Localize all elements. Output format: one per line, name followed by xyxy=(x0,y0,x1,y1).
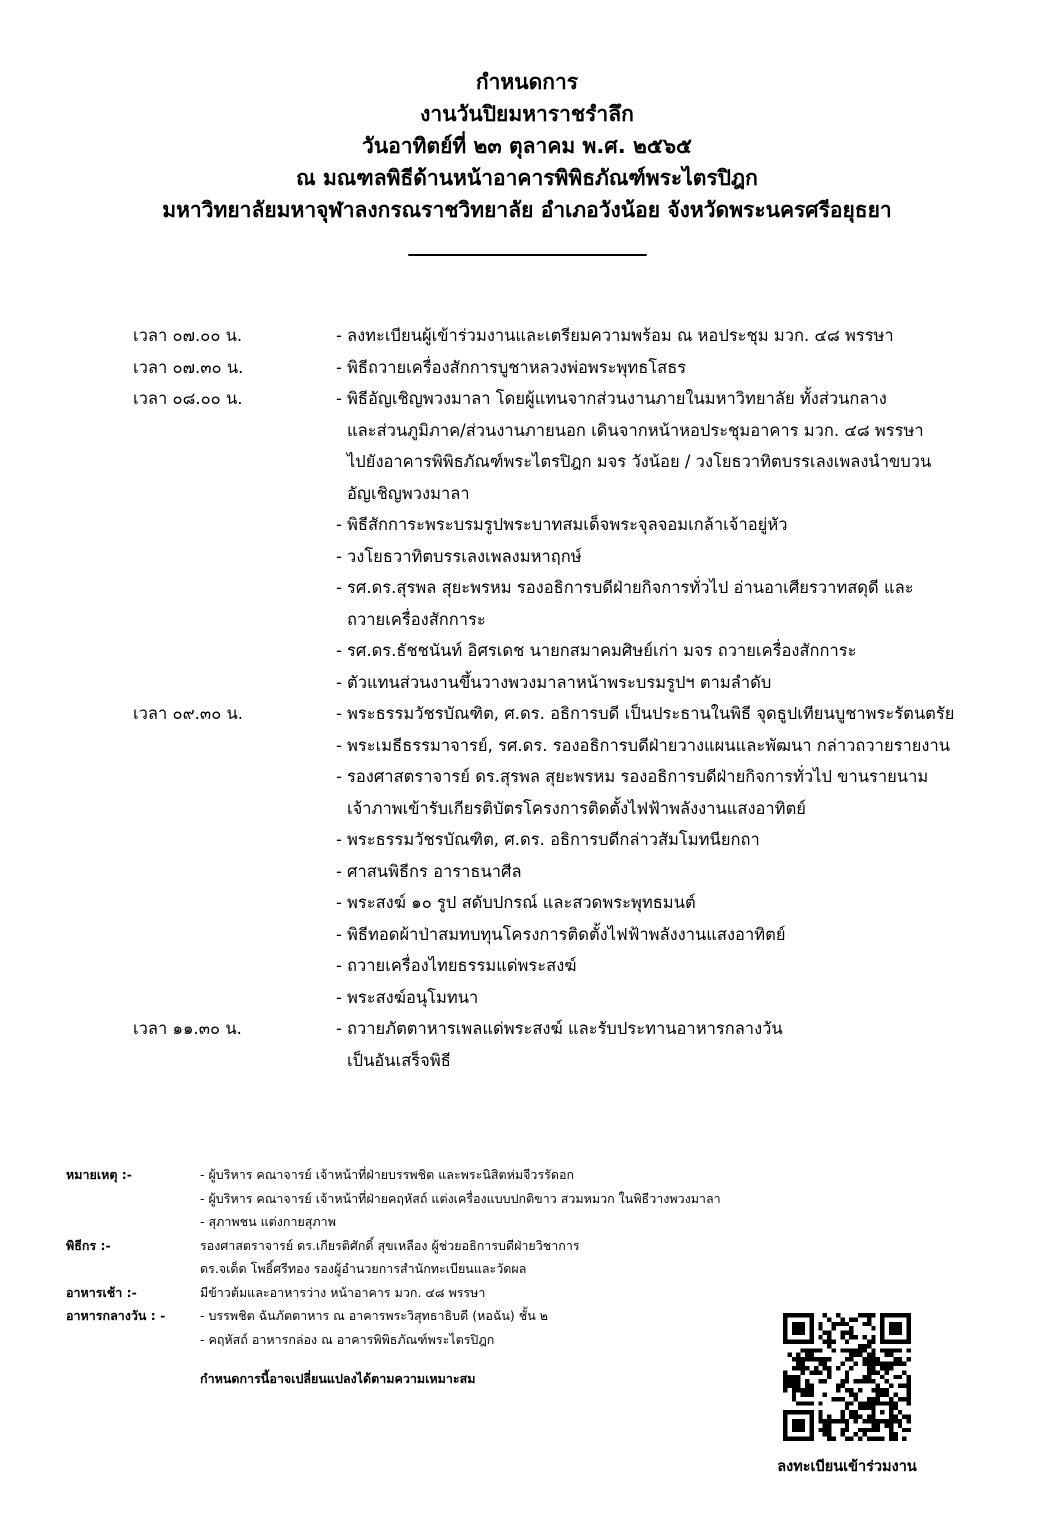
header-divider: _________________________ xyxy=(408,232,646,256)
bullet-dash: - xyxy=(336,357,342,377)
schedule-item-text: พิธีอัญเชิญพวงมาลา โดยผู้แทนจากส่วนงานภายในมหาวิทยาลัย ทั้งส่วนกลาง xyxy=(347,389,887,408)
note-mc-row xyxy=(66,1234,786,1258)
bullet-dash: - xyxy=(336,704,342,723)
schedule-slot xyxy=(133,383,1013,698)
note-remark-row xyxy=(66,1187,786,1211)
bullet-dash: - xyxy=(336,830,342,849)
schedule-item xyxy=(336,950,1013,982)
schedule-item-text: ลงทะเบียนผู้เข้าร่วมงานและเตรียมความพร้อม ณ หอประชุม มวก. ๔๘ พรรษา xyxy=(347,326,894,345)
schedule-time: เวลา ๐๗.๓๐ น. xyxy=(133,357,244,377)
bullet-dash: - xyxy=(336,767,342,786)
schedule-time: เวลา ๐๙.๓๐ น. xyxy=(133,704,244,723)
schedule-slot xyxy=(133,320,1013,352)
bullet-dash: - xyxy=(336,735,342,755)
schedule-time: เวลา ๑๑.๓๐ น. xyxy=(133,1019,242,1038)
header-institution: มหาวิทยาลัยมหาจุฬาลงกรณราชวิทยาลัย อำเภอวังน้อย จังหวัดพระนครศรีอยุธยา xyxy=(162,198,892,222)
bullet-dash: - xyxy=(336,893,342,912)
schedule-item-text: วงโยธวาทิตบรรเลงเพลงมหาฤกษ์ xyxy=(347,546,582,566)
schedule-item-text: รศ.ดร.สุรพล สุยะพรหม รองอธิการบดีฝ่ายกิจการทั่วไป อ่านอาเศียรวาทสดุดี และ xyxy=(347,578,914,597)
bullet-dash: - xyxy=(336,515,342,534)
schedule-item-text: พิธีสักการะพระบรมรูปพระบาทสมเด็จพระจุลจอมเกล้าเจ้าอยู่หัว xyxy=(347,515,788,534)
schedule-item-text: ถวายเครื่องสักการะ xyxy=(347,609,486,629)
schedule-item-text: ถวายภัตตาหารเพลแด่พระสงฆ์ และรับประทานอาหารกลางวัน xyxy=(347,1019,783,1038)
note-lunch-text: - บรรพชิต ฉันภัตตาหาร ณ อาคารพระวิสุทธาธิบดี (หอฉัน) ชั้น ๒ xyxy=(200,1308,548,1323)
schedule-item-text: รศ.ดร.ธัชชนันท์ อิศรเดช นายกสมาคมศิษย์เก่า มจร ถวายเครื่องสักการะ xyxy=(347,641,857,660)
schedule-item xyxy=(336,824,1013,856)
schedule-item-text: เป็นอันเสร็จพิธี xyxy=(347,1050,451,1070)
schedule-item xyxy=(336,698,1013,730)
bullet-dash: - xyxy=(336,326,342,345)
schedule-item-text: ไปยังอาคารพิพิธภัณฑ์พระไตรปิฎก มจร วังน้อย / วงโยธวาทิตบรรเลงเพลงนำขบวน xyxy=(347,452,932,471)
bullet-dash: - xyxy=(336,956,342,975)
schedule-item xyxy=(336,541,1013,573)
schedule-item-text: พระสงฆ์ ๑๐ รูป สดับปกรณ์ และสวดพระพุทธมนต์ xyxy=(347,893,696,912)
registration-qr-code[interactable] xyxy=(783,1313,911,1441)
qr-block xyxy=(772,1305,922,1478)
schedule-item-text: อัญเชิญพวงมาลา xyxy=(347,483,470,503)
schedule-item-text: พระสงฆ์อนุโมทนา xyxy=(347,987,479,1007)
note-remark-text: - ผู้บริหาร คณาจารย์ เจ้าหน้าที่ฝ่ายบรรพชิต และพระนิสิตห่มจีวรรัดอก xyxy=(200,1167,575,1182)
schedule-item xyxy=(336,667,1013,699)
schedule-item xyxy=(336,509,1013,541)
schedule-item xyxy=(336,730,1013,762)
schedule-item-text: เจ้าภาพเข้ารับเกียรติบัตรโครงการติดตั้งไฟฟ้าพลังงานแสงอาทิตย์ xyxy=(347,798,806,818)
bullet-dash: - xyxy=(336,389,342,408)
schedule-item-text: รองศาสตราจารย์ ดร.สุรพล สุยะพรหม รองอธิการบดีฝ่ายกิจการทั่วไป ขานรายนาม xyxy=(347,767,929,786)
schedule-item-text: พระเมธีธรรมาจารย์, รศ.ดร. รองอธิการบดีฝ่ายวางแผนและพัฒนา กล่าวถวายรายงาน xyxy=(347,735,951,755)
schedule-change-notice: กำหนดการนี้อาจเปลี่ยนแปลงได้ตามความเหมาะสม xyxy=(200,1371,476,1386)
bullet-dash: - xyxy=(336,861,342,881)
note-lunch-label: อาหารกลางวัน : - xyxy=(66,1308,166,1323)
header-event-name: งานวันปิยมหาราชรำลึก xyxy=(420,102,634,126)
note-mc-text: ดร.จเด็ด โพธิ์ศรีทอง รองผู้อำนวยการสำนักทะเบียนและวัดผล xyxy=(200,1261,527,1276)
schedule-item-text: พิธีถวายเครื่องสักการบูชาหลวงพ่อพระพุทธโสธร xyxy=(347,357,687,377)
document-header xyxy=(0,66,1054,260)
note-lunch-row xyxy=(66,1304,786,1328)
schedule-item-text: พระธรรมวัชรบัณฑิต, ศ.ดร. อธิการบดี เป็นประธานในพิธี จุดธูปเทียนบูชาพระรัตนตรัย xyxy=(347,704,955,723)
schedule-item-text: และส่วนภูมิภาค/ส่วนงานภายนอก เดินจากหน้าหอประชุมอาคาร มวก. ๔๘ พรรษา xyxy=(347,420,924,440)
header-venue: ณ มณฑลพิธีด้านหน้าอาคารพิพิธภัณฑ์พระไตรปิฎก xyxy=(296,166,758,190)
schedule xyxy=(133,320,1013,1076)
note-remark-text: - ผู้บริหาร คณาจารย์ เจ้าหน้าที่ฝ่ายคฤหัสถ์ แต่งเครื่องแบบปกติขาว สวมหมวก ในพิธีวางพวงมาลา xyxy=(200,1190,721,1206)
schedule-item xyxy=(336,320,1013,352)
note-remark-text: - สุภาพชน แต่งกายสุภาพ xyxy=(200,1214,336,1229)
qr-caption: ลงทะเบียนเข้าร่วมงาน xyxy=(777,1459,917,1475)
header-title: กำหนดการ xyxy=(475,70,579,94)
note-mc-row xyxy=(66,1257,786,1281)
bullet-dash: - xyxy=(336,987,342,1007)
note-remark-row xyxy=(66,1163,786,1187)
schedule-time: เวลา ๐๘.๐๐ น. xyxy=(133,389,243,408)
note-remark-row xyxy=(66,1210,786,1234)
schedule-slot xyxy=(133,698,1013,1013)
schedule-item xyxy=(336,982,1013,1014)
schedule-time: เวลา ๐๗.๐๐ น. xyxy=(133,326,243,345)
note-breakfast-label: อาหารเช้า :- xyxy=(66,1284,137,1300)
header-date: วันอาทิตย์ที่ ๒๓ ตุลาคม พ.ศ. ๒๕๖๕ xyxy=(362,134,692,158)
bullet-dash: - xyxy=(336,546,342,566)
schedule-item-text: ถวายเครื่องไทยธรรมแด่พระสงฆ์ xyxy=(347,956,577,975)
schedule-item xyxy=(336,856,1013,888)
schedule-slot xyxy=(133,352,1013,384)
schedule-item xyxy=(336,919,1013,951)
note-breakfast-row xyxy=(66,1281,786,1305)
note-mc-text: รองศาสตราจารย์ ดร.เกียรติศักดิ์ สุขเหลือง ผู้ช่วยอธิการบดีฝ่ายวิชาการ xyxy=(200,1237,580,1253)
schedule-item xyxy=(336,887,1013,919)
note-remark-label: หมายเหตุ :- xyxy=(66,1167,132,1182)
bullet-dash: - xyxy=(336,641,342,660)
note-breakfast-text: มีข้าวต้มและอาหารว่าง หน้าอาคาร มวก. ๔๘ พรรษา xyxy=(200,1284,486,1300)
note-lunch-text: - คฤหัสถ์ อาหารกล่อง ณ อาคารพิพิธภัณฑ์พระไตรปิฎก xyxy=(200,1331,495,1347)
notes-section xyxy=(66,1163,786,1391)
schedule-item-text: ตัวแทนส่วนงานขึ้นวางพวงมาลาหน้าพระบรมรูปฯ ตามลำดับ xyxy=(347,672,772,692)
bullet-dash: - xyxy=(336,578,342,597)
bullet-dash: - xyxy=(336,1019,342,1038)
schedule-item-text: พิธีทอดผ้าป่าสมทบทุนโครงการติดตั้งไฟฟ้าพลังงานแสงอาทิตย์ xyxy=(347,924,786,944)
schedule-item xyxy=(336,635,1013,667)
schedule-item xyxy=(336,352,1013,384)
schedule-slot xyxy=(133,1013,1013,1076)
schedule-item xyxy=(336,572,1013,635)
schedule-item xyxy=(336,1013,1013,1076)
bullet-dash: - xyxy=(336,924,342,944)
note-mc-label: พิธีกร :- xyxy=(66,1237,111,1253)
schedule-item xyxy=(336,383,1013,509)
schedule-item xyxy=(336,761,1013,824)
bullet-dash: - xyxy=(336,672,342,692)
note-lunch-row xyxy=(66,1328,786,1352)
schedule-item-text: ศาสนพิธีกร อาราธนาศีล xyxy=(347,861,522,881)
schedule-item-text: พระธรรมวัชรบัณฑิต, ศ.ดร. อธิการบดีกล่าวสัมโมทนียกถา xyxy=(347,830,760,849)
